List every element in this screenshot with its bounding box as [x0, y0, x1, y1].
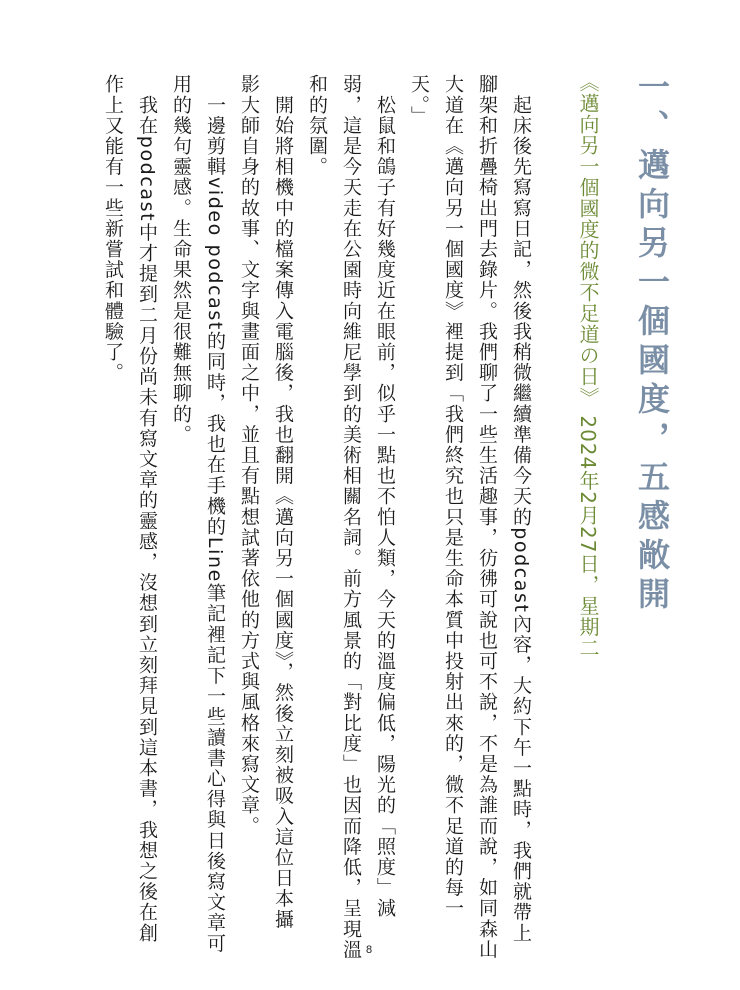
chapter-title: 一、邁向另一個國度，五感敞開 [633, 70, 671, 616]
body-line: 大道在《邁向另一個國度》裡提到「我們終究也只是生命本質中投射出來的，微不足道的每一 [442, 74, 464, 919]
chapter-subtitle: 《邁向另一個國度的微不足道の日》 2024年2月27日，星期二 [576, 72, 600, 659]
page-number: 8 [366, 944, 373, 956]
body-line: 弱，這是今天走在公園時向維尼學到的美術相關名詞。前方風景的「對比度」也因而降低，呈現溫 [340, 74, 362, 960]
body-line: 天。」 [408, 74, 430, 127]
body-line: 作上又能有一些新嘗試和體驗了。 [102, 74, 124, 383]
body-line: 用的幾句靈感。生命果然是很難無聊的。 [170, 74, 192, 445]
body-line: 腳架和折疊椅出門去錄片。我們聊了一些生活趣事，彷彿可說也可不說，不是為誰而說，如同森山 [476, 74, 498, 960]
body-line: 起床後先寫寫日記，然後我稍微繼續準備今天的podcast內容，大約下午一點時，我們就帶上 [510, 74, 532, 944]
body-line: 我在podcast中才提到二月份尚未有寫文章的靈感，沒想到立刻拜見到這本書，我想之後在創 [136, 74, 158, 944]
body-line: 開始將相機中的檔案傳入電腦後，我也翻開《邁向另一個國度》，然後立刻被吸入這位日本攝 [272, 74, 294, 930]
body-line: 松鼠和鴿子有好幾度近在眼前，似乎一點也不怕人類，今天的溫度偏低，陽光的「照度」減 [374, 74, 396, 919]
body-line: 影大師自身的故事、文字與畫面之中，並且有點想試著依他的方式與風格來寫文章。 [238, 74, 260, 837]
body-line: 一邊剪輯video podcast的同時，我也在手機的Line筆記裡記下一些讀書心得與日後寫文章可 [204, 74, 226, 954]
body-line: 和的氛圍。 [306, 74, 328, 177]
